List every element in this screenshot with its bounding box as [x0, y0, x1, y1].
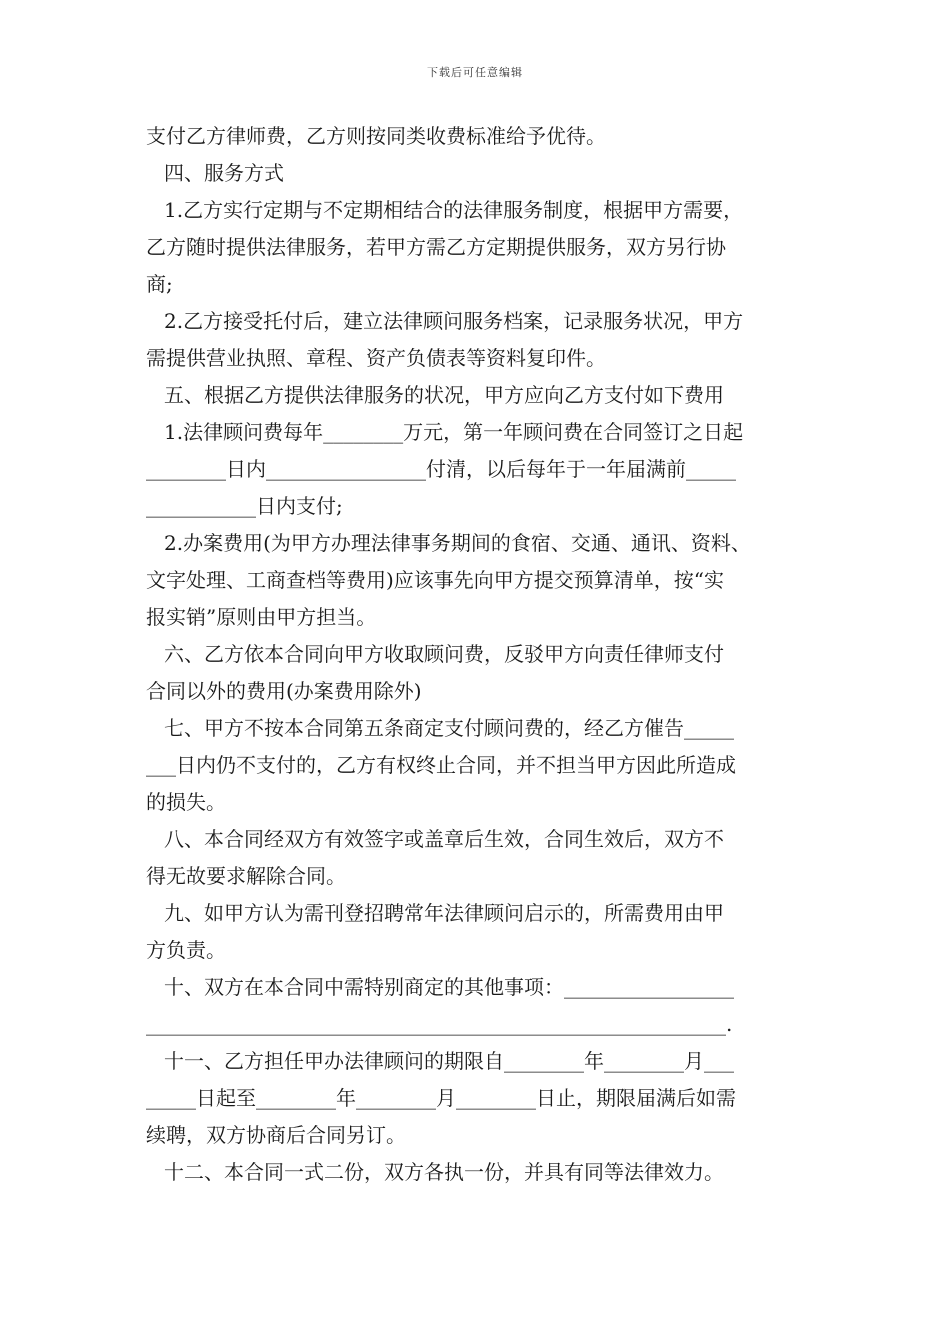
text-line: __________________________________________________________. — [146, 1012, 733, 1036]
text-line: 2.办案费用(为甲方办理法律事务期间的食宿、交通、通讯、资料、 — [164, 531, 751, 555]
text-line: 十一、乙方担任甲办法律顾问的期限自________年________月___ — [164, 1049, 734, 1073]
text-line: 2.乙方接受托付后，建立法律顾问服务档案，记录服务状况，甲方 — [164, 309, 744, 333]
text-line: _____日起至________年________月________日止，期限届满后如需 — [146, 1086, 736, 1110]
text-line: 1.乙方实行定期与不定期相结合的法律服务制度，根据甲方需要， — [164, 198, 744, 222]
text-line: ________日内________________付清，以后每年于一年届满前_____ — [146, 457, 736, 481]
text-line: ___日内仍不支付的，乙方有权终止合同，并不担当甲方因此所造成 — [146, 753, 736, 777]
text-line: 支付乙方律师费，乙方则按同类收费标准给予优待。 — [146, 124, 606, 148]
text-line: 报实销”原则由甲方担当。 — [146, 605, 377, 629]
page-header: 下载后可任意编辑 — [427, 66, 523, 79]
text-line: 乙方随时提供法律服务，若甲方需乙方定期提供服务，双方另行协 — [146, 235, 726, 259]
text-line: 六、乙方依本合同向甲方收取顾问费，反驳甲方向责任律师支付 — [164, 642, 724, 666]
text-line: 需提供营业执照、章程、资产负债表等资料复印件。 — [146, 346, 606, 370]
text-line: 合同以外的费用(办案费用除外) — [146, 679, 422, 703]
text-line: 十、双方在本合同中需特别商定的其他事项：_________________ — [164, 975, 734, 999]
text-line: 得无故要求解除合同。 — [146, 864, 346, 888]
text-line: 九、如甲方认为需刊登招聘常年法律顾问启示的，所需费用由甲 — [164, 901, 724, 925]
text-line: 文字处理、工商查档等费用)应该事先向甲方提交预算清单，按“实 — [146, 568, 725, 592]
text-line: 七、甲方不按本合同第五条商定支付顾问费的，经乙方催告_____ — [164, 716, 734, 740]
text-line: 四、服务方式 — [164, 161, 284, 185]
text-line: 的损失。 — [146, 790, 226, 814]
text-line: 续聘，双方协商后合同另订。 — [146, 1123, 406, 1147]
text-line: ___________日内支付; — [146, 494, 343, 518]
document-body — [146, 118, 808, 1191]
text-line: 1.法律顾问费每年________万元，第一年顾问费在合同签订之日起 — [164, 420, 744, 444]
text-line: 方负责。 — [146, 938, 226, 962]
text-line: 十二、本合同一式二份，双方各执一份，并具有同等法律效力。 — [164, 1160, 724, 1184]
text-line: 八、本合同经双方有效签字或盖章后生效，合同生效后，双方不 — [164, 827, 724, 851]
text-line: 五、根据乙方提供法律服务的状况，甲方应向乙方支付如下费用 — [164, 383, 724, 407]
text-line: 商; — [146, 272, 173, 296]
